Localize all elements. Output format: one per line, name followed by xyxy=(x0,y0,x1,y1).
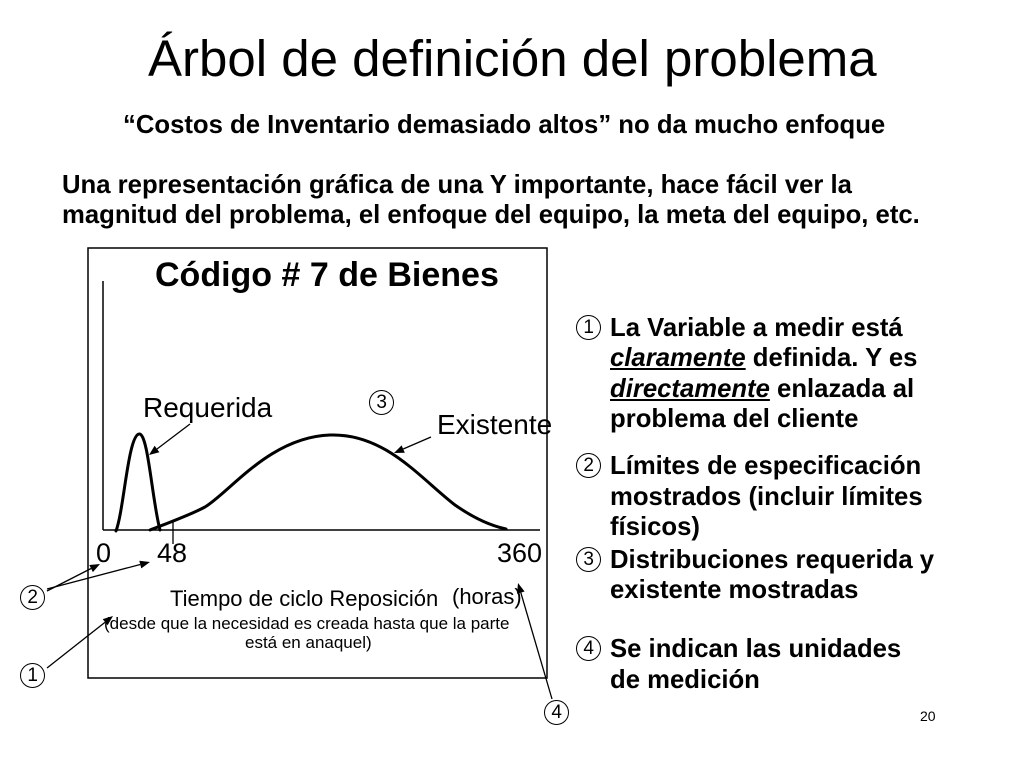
figure-callout-badge-4: 4 xyxy=(544,700,569,725)
checklist-item-4-line-1: Se indican las unidades xyxy=(610,635,902,663)
x-axis-unit: (horas) xyxy=(452,584,522,609)
arrowhead xyxy=(149,446,159,455)
arrow-shaft xyxy=(157,424,190,449)
x-tick-label-360: 360 xyxy=(497,538,543,568)
checklist-item-2-line-2: mostrados (incluir límites xyxy=(610,483,923,511)
checklist-badge-4: 4 xyxy=(576,636,601,661)
emphasis-word: directamente xyxy=(610,375,770,403)
x-axis-note-line-2: está en anaquel) xyxy=(245,633,372,652)
emphasis-word: claramente xyxy=(610,344,746,372)
figure-title: Código # 7 de Bienes xyxy=(155,256,499,294)
checklist-item-3-line-2: existente mostradas xyxy=(610,576,859,604)
checklist-item-2-line-3: físicos) xyxy=(610,513,700,541)
checklist-badge-1: 1 xyxy=(576,315,601,340)
line-text: enlazada al xyxy=(777,375,915,403)
checklist-item-2-line-1: Límites de especificación xyxy=(610,452,922,480)
slide-subtitle: “Costos de Inventario demasiado altos” no da mucho enfoque xyxy=(123,111,886,139)
checklist-item-1-line-3 xyxy=(610,374,914,404)
series-label-requerida: Requerida xyxy=(143,392,273,423)
checklist-badge-2: 2 xyxy=(576,453,601,478)
x-axis-label: Tiempo de ciclo Reposición xyxy=(170,586,439,611)
figure-callout-badge-1: 1 xyxy=(20,663,45,688)
arrowhead xyxy=(394,445,405,453)
arrow-requerida xyxy=(149,424,190,455)
existente-curve xyxy=(150,435,506,530)
arrowhead xyxy=(139,561,150,569)
intro-line-1: Una representación gráfica de una Y importante, hace fácil ver la xyxy=(62,171,852,199)
x-tick-label-0: 0 xyxy=(96,538,112,568)
x-axis-note-line-1: (desde que la necesidad es creada hasta que la parte xyxy=(104,614,510,633)
intro-line-2: magnitud del problema, el enfoque del equipo, la meta del equipo, etc. xyxy=(62,201,920,229)
arrow-shaft xyxy=(403,437,431,449)
checklist-item-1-line-2 xyxy=(610,343,917,373)
figure-callout-badge-2: 2 xyxy=(20,585,45,610)
checklist-item-3-line-1: Distribuciones requerida y xyxy=(610,546,935,574)
figure-callout-badge-3: 3 xyxy=(369,390,394,415)
line-text: definida. Y es xyxy=(752,344,918,372)
arrow-shaft xyxy=(47,622,105,668)
arrow-existente xyxy=(394,437,431,453)
checklist-item-1-line-4: problema del cliente xyxy=(610,405,859,433)
x-tick-label-48: 48 xyxy=(157,538,188,568)
checklist-badge-3: 3 xyxy=(576,547,601,572)
page-number: 20 xyxy=(920,708,936,724)
series-label-existente: Existente xyxy=(437,409,553,440)
checklist-item-4-line-2: de medición xyxy=(610,666,760,694)
checklist-item-1-line-1: La Variable a medir está xyxy=(610,314,903,342)
slide-title: Árbol de definición del problema xyxy=(148,30,877,87)
